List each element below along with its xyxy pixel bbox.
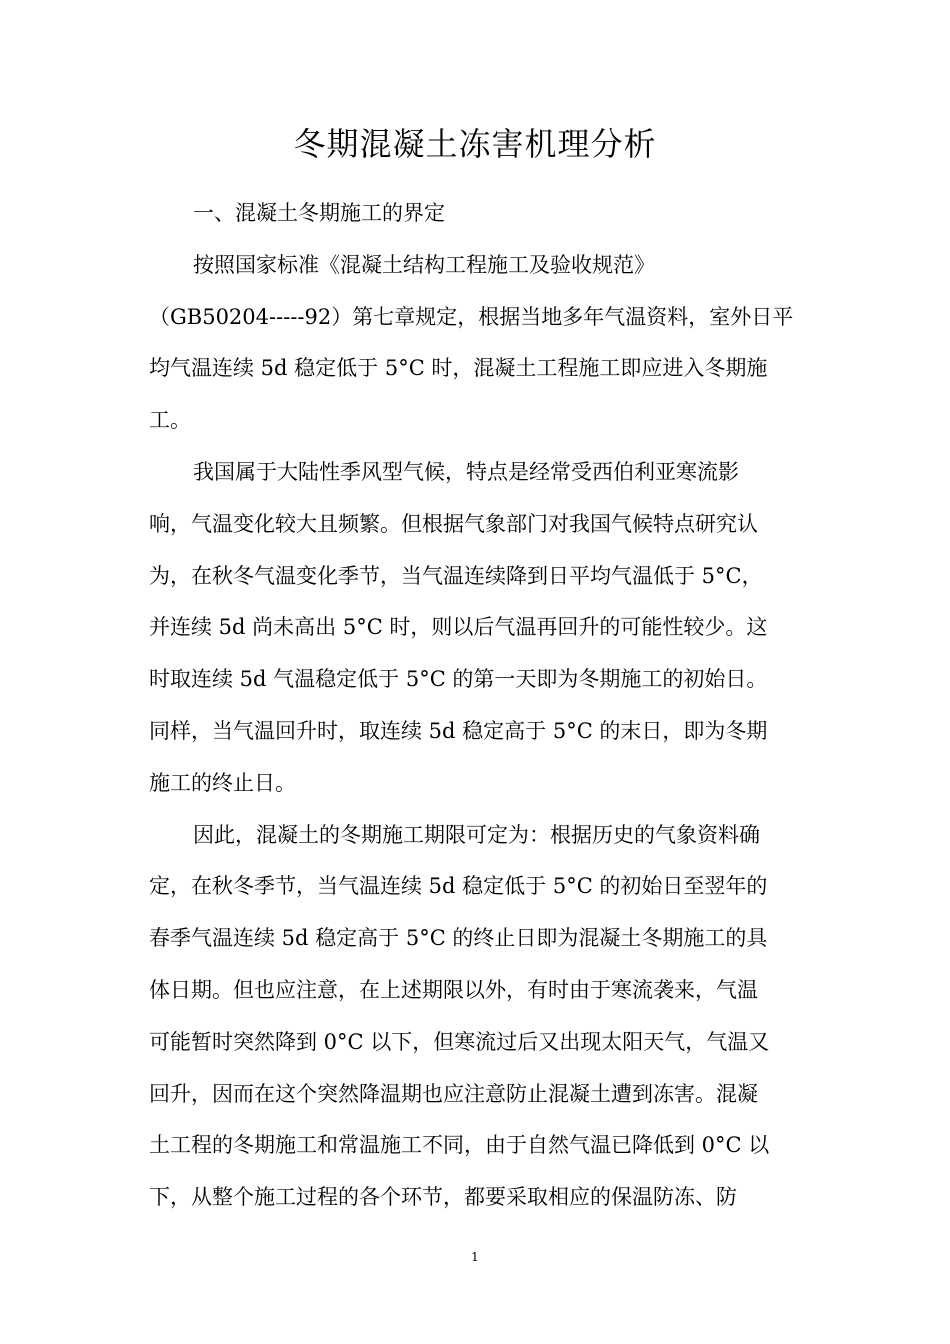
- paragraph-1-line-4: 工。: [149, 408, 191, 433]
- paragraph-3-line-8: 下，从整个施工过程的各个环节，都要采取相应的保温防冻、防: [149, 1185, 737, 1210]
- paragraph-2-line-6: 同样，当气温回升时，取连续 5d 稳定高于 5°C 的末日，即为冬期: [149, 718, 768, 743]
- document-body: [149, 188, 801, 1224]
- paragraph-2-line-4: 并连续 5d 尚未高出 5°C 时，则以后气温再回升的可能性较少。这: [149, 615, 768, 640]
- paragraph-3-line-6: 回升，因而在这个突然降温期也应注意防止混凝土遭到冻害。混凝: [149, 1081, 758, 1106]
- paragraph-3-line-5: 可能暂时突然降到 0°C 以下，但寒流过后又出现太阳天气，气温又: [149, 1029, 770, 1054]
- paragraph-1-line-3: 均气温连续 5d 稳定低于 5°C 时，混凝土工程施工即应进入冬期施: [149, 356, 768, 381]
- paragraph-1-line-1: 按照国家标准《混凝土结构工程施工及验收规范》: [193, 252, 655, 277]
- paragraph-3-line-7: 土工程的冬期施工和常温施工不同，由于自然气温已降低到 0°C 以: [149, 1133, 770, 1158]
- paragraph-3-line-4: 体日期。但也应注意，在上述期限以外，有时由于寒流袭来，气温: [149, 977, 758, 1002]
- page-number: 1: [471, 1250, 479, 1264]
- paragraph-2-line-3: 为，在秋冬气温变化季节，当气温连续降到日平均气温低于 5°C，: [149, 563, 763, 588]
- paragraph-3-line-2: 定，在秋冬季节，当气温连续 5d 稳定低于 5°C 的初始日至翌年的: [149, 874, 768, 899]
- paragraph-3-line-3: 春季气温连续 5d 稳定高于 5°C 的终止日即为混凝土冬期施工的具: [149, 926, 768, 951]
- paragraph-1-line-2: （GB50204-----92）第七章规定，根据当地多年气温资料，室外日平: [149, 304, 794, 329]
- document-title: 冬期混凝土冻害机理分析: [293, 125, 657, 163]
- paragraph-2-line-5: 时取连续 5d 气温稳定低于 5°C 的第一天即为冬期施工的初始日。: [149, 667, 768, 692]
- paragraph-2-line-7: 施工的终止日。: [149, 770, 296, 795]
- paragraph-2-line-2: 响，气温变化较大且频繁。但根据气象部门对我国气候特点研究认: [149, 511, 758, 536]
- paragraph-2-line-1: 我国属于大陆性季风型气候，特点是经常受西伯利亚寒流影: [193, 459, 739, 484]
- paragraph-3-line-1: 因此，混凝土的冬期施工期限可定为：根据历史的气象资料确: [193, 822, 760, 847]
- section-heading: 一、混凝土冬期施工的界定: [193, 201, 445, 225]
